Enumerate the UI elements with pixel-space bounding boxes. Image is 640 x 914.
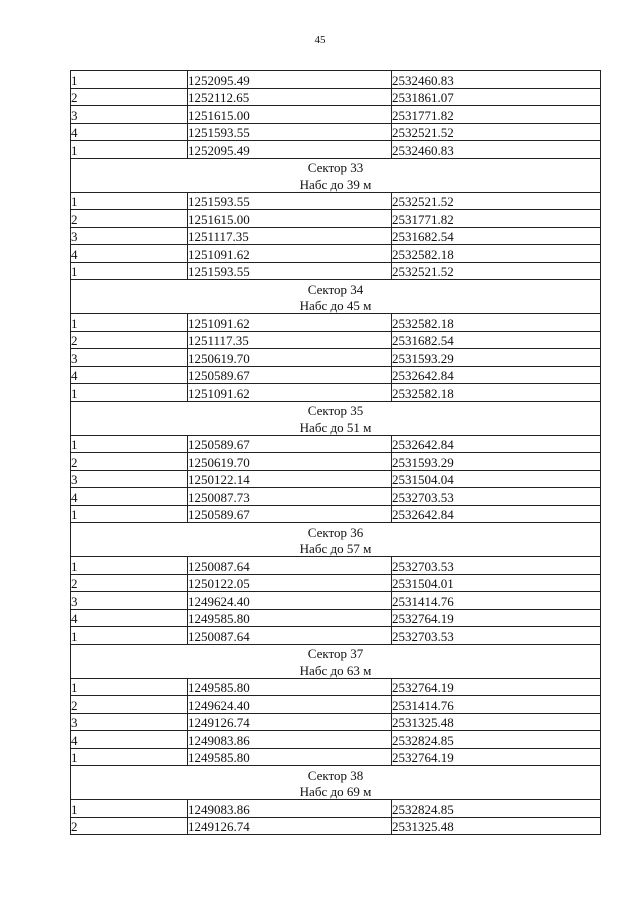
point-number-cell: 4	[71, 731, 188, 749]
point-number-cell: 1	[71, 678, 188, 696]
y-coordinate-cell: 2531414.76	[392, 592, 601, 610]
page-number: 45	[314, 34, 326, 46]
x-coordinate-cell: 1251117.35	[188, 331, 392, 349]
x-coordinate-cell: 1249126.74	[188, 817, 392, 835]
point-number-cell: 1	[71, 800, 188, 818]
x-coordinate-cell: 1251091.62	[188, 384, 392, 402]
sector-height-limit: Набс до 57 м	[71, 540, 601, 557]
sector-header-row	[71, 158, 601, 175]
x-coordinate-cell: 1250087.73	[188, 488, 392, 506]
y-coordinate-cell: 2532703.53	[392, 557, 601, 575]
x-coordinate-cell: 1249585.80	[188, 609, 392, 627]
sector-height-limit: Набс до 39 м	[71, 175, 601, 192]
y-coordinate-cell: 2531325.48	[392, 713, 601, 731]
point-number-cell: 1	[71, 314, 188, 332]
point-number-cell: 1	[71, 557, 188, 575]
y-coordinate-cell: 2531325.48	[392, 817, 601, 835]
point-number-cell: 2	[71, 696, 188, 714]
table-row	[71, 71, 601, 89]
sector-height-row	[71, 540, 601, 557]
table-row	[71, 245, 601, 263]
table-row	[71, 106, 601, 124]
sector-title: Сектор 33	[71, 158, 601, 175]
table-row	[71, 210, 601, 228]
table-row	[71, 817, 601, 835]
x-coordinate-cell: 1249624.40	[188, 592, 392, 610]
x-coordinate-cell: 1249585.80	[188, 748, 392, 766]
table-row	[71, 262, 601, 280]
x-coordinate-cell: 1251593.55	[188, 262, 392, 280]
sector-height-limit: Набс до 63 м	[71, 661, 601, 678]
y-coordinate-cell: 2531593.29	[392, 349, 601, 367]
sector-title: Сектор 34	[71, 280, 601, 297]
x-coordinate-cell: 1252095.49	[188, 141, 392, 159]
point-number-cell: 1	[71, 141, 188, 159]
table-row	[71, 713, 601, 731]
y-coordinate-cell: 2531861.07	[392, 88, 601, 106]
x-coordinate-cell: 1249126.74	[188, 713, 392, 731]
sector-title: Сектор 38	[71, 766, 601, 783]
coordinates-table-body	[71, 71, 601, 835]
point-number-cell: 1	[71, 627, 188, 645]
x-coordinate-cell: 1250087.64	[188, 627, 392, 645]
sector-header-row	[71, 644, 601, 661]
y-coordinate-cell: 2532642.84	[392, 505, 601, 523]
table-row	[71, 331, 601, 349]
x-coordinate-cell: 1251593.55	[188, 192, 392, 210]
y-coordinate-cell: 2532582.18	[392, 245, 601, 263]
point-number-cell: 3	[71, 592, 188, 610]
x-coordinate-cell: 1250589.67	[188, 366, 392, 384]
y-coordinate-cell: 2531771.82	[392, 106, 601, 124]
point-number-cell: 1	[71, 505, 188, 523]
table-row	[71, 349, 601, 367]
x-coordinate-cell: 1252112.65	[188, 88, 392, 106]
point-number-cell: 1	[71, 262, 188, 280]
x-coordinate-cell: 1251091.62	[188, 245, 392, 263]
point-number-cell: 2	[71, 88, 188, 106]
point-number-cell: 3	[71, 227, 188, 245]
x-coordinate-cell: 1251615.00	[188, 106, 392, 124]
y-coordinate-cell: 2532521.52	[392, 123, 601, 141]
table-row	[71, 574, 601, 592]
y-coordinate-cell: 2531771.82	[392, 210, 601, 228]
table-row	[71, 800, 601, 818]
point-number-cell: 3	[71, 713, 188, 731]
x-coordinate-cell: 1250589.67	[188, 505, 392, 523]
point-number-cell: 2	[71, 331, 188, 349]
x-coordinate-cell: 1250122.05	[188, 574, 392, 592]
table-row	[71, 609, 601, 627]
point-number-cell: 2	[71, 453, 188, 471]
table-row	[71, 366, 601, 384]
point-number-cell: 4	[71, 366, 188, 384]
table-row	[71, 470, 601, 488]
table-row	[71, 314, 601, 332]
y-coordinate-cell: 2532642.84	[392, 435, 601, 453]
x-coordinate-cell: 1249585.80	[188, 678, 392, 696]
point-number-cell: 2	[71, 817, 188, 835]
x-coordinate-cell: 1250619.70	[188, 453, 392, 471]
sector-title: Сектор 37	[71, 644, 601, 661]
x-coordinate-cell: 1249083.86	[188, 800, 392, 818]
table-row	[71, 141, 601, 159]
sector-height-limit: Набс до 51 м	[71, 418, 601, 435]
table-row	[71, 488, 601, 506]
y-coordinate-cell: 2532460.83	[392, 141, 601, 159]
table-row	[71, 592, 601, 610]
y-coordinate-cell: 2532460.83	[392, 71, 601, 89]
point-number-cell: 3	[71, 349, 188, 367]
y-coordinate-cell: 2532764.19	[392, 748, 601, 766]
table-row	[71, 731, 601, 749]
table-row	[71, 227, 601, 245]
y-coordinate-cell: 2532521.52	[392, 192, 601, 210]
y-coordinate-cell: 2532703.53	[392, 627, 601, 645]
point-number-cell: 3	[71, 106, 188, 124]
x-coordinate-cell: 1252095.49	[188, 71, 392, 89]
x-coordinate-cell: 1251117.35	[188, 227, 392, 245]
point-number-cell: 1	[71, 71, 188, 89]
point-number-cell: 1	[71, 748, 188, 766]
table-row	[71, 557, 601, 575]
table-row	[71, 505, 601, 523]
y-coordinate-cell: 2532824.85	[392, 731, 601, 749]
x-coordinate-cell: 1250087.64	[188, 557, 392, 575]
x-coordinate-cell: 1250589.67	[188, 435, 392, 453]
point-number-cell: 1	[71, 192, 188, 210]
y-coordinate-cell: 2532582.18	[392, 314, 601, 332]
y-coordinate-cell: 2532582.18	[392, 384, 601, 402]
sector-height-row	[71, 175, 601, 192]
x-coordinate-cell: 1250619.70	[188, 349, 392, 367]
y-coordinate-cell: 2532764.19	[392, 678, 601, 696]
y-coordinate-cell: 2531504.01	[392, 574, 601, 592]
sector-height-limit: Набс до 45 м	[71, 297, 601, 314]
sector-height-limit: Набс до 69 м	[71, 783, 601, 800]
x-coordinate-cell: 1251615.00	[188, 210, 392, 228]
table-row	[71, 192, 601, 210]
y-coordinate-cell: 2532764.19	[392, 609, 601, 627]
point-number-cell: 1	[71, 384, 188, 402]
sector-height-row	[71, 297, 601, 314]
sector-height-row	[71, 783, 601, 800]
sector-title: Сектор 36	[71, 523, 601, 540]
table-row	[71, 384, 601, 402]
point-number-cell: 2	[71, 210, 188, 228]
point-number-cell: 4	[71, 609, 188, 627]
point-number-cell: 4	[71, 123, 188, 141]
x-coordinate-cell: 1251091.62	[188, 314, 392, 332]
point-number-cell: 3	[71, 470, 188, 488]
point-number-cell: 2	[71, 574, 188, 592]
sector-header-row	[71, 766, 601, 783]
sector-header-row	[71, 280, 601, 297]
y-coordinate-cell: 2531593.29	[392, 453, 601, 471]
table-row	[71, 453, 601, 471]
x-coordinate-cell: 1250122.14	[188, 470, 392, 488]
sector-header-row	[71, 523, 601, 540]
y-coordinate-cell: 2531414.76	[392, 696, 601, 714]
point-number-cell: 4	[71, 245, 188, 263]
y-coordinate-cell: 2532642.84	[392, 366, 601, 384]
table-row	[71, 123, 601, 141]
sector-height-row	[71, 661, 601, 678]
y-coordinate-cell: 2532824.85	[392, 800, 601, 818]
y-coordinate-cell: 2532521.52	[392, 262, 601, 280]
y-coordinate-cell: 2531682.54	[392, 331, 601, 349]
table-row	[71, 627, 601, 645]
x-coordinate-cell: 1251593.55	[188, 123, 392, 141]
table-row	[71, 748, 601, 766]
point-number-cell: 4	[71, 488, 188, 506]
sector-title: Сектор 35	[71, 401, 601, 418]
table-row	[71, 678, 601, 696]
y-coordinate-cell: 2532703.53	[392, 488, 601, 506]
sector-height-row	[71, 418, 601, 435]
point-number-cell: 1	[71, 435, 188, 453]
y-coordinate-cell: 2531504.04	[392, 470, 601, 488]
x-coordinate-cell: 1249624.40	[188, 696, 392, 714]
y-coordinate-cell: 2531682.54	[392, 227, 601, 245]
coordinates-table	[70, 70, 601, 835]
table-row	[71, 696, 601, 714]
table-row	[71, 88, 601, 106]
x-coordinate-cell: 1249083.86	[188, 731, 392, 749]
table-row	[71, 435, 601, 453]
sector-header-row	[71, 401, 601, 418]
